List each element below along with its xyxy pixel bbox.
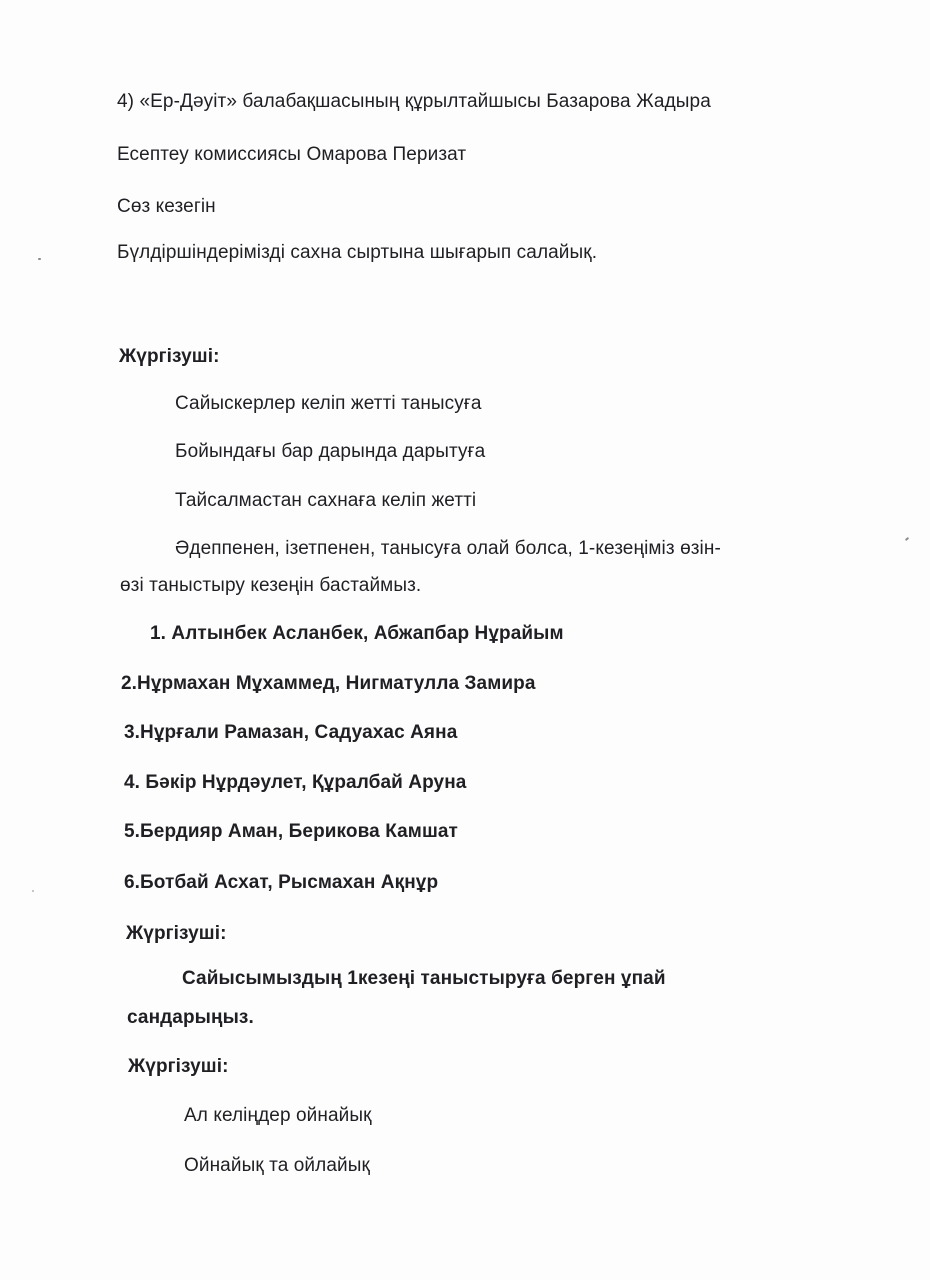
stage-intro-line-1: Әдеппенен, ізетпенен, танысуға олай болса, 1-кезеңіміз өзін- (175, 538, 721, 559)
participant-6: 6.Ботбай Асхат, Рысмахан Ақнұр (124, 872, 439, 893)
send-off-line: Бүлдіршіндерімізді сахна сыртына шығарып салайық. (117, 242, 598, 263)
counting-commission-line: Есептеу комиссиясы Омарова Перизат (117, 144, 467, 165)
score-announcement-line-2: сандарыңыз. (127, 1007, 254, 1028)
stage-intro-line-2: өзі таныстыру кезеңін бастаймыз. (120, 575, 422, 596)
scan-speck (32, 890, 34, 892)
participant-5: 5.Бердияр Аман, Берикова Камшат (124, 821, 458, 842)
participant-4: 4. Бәкір Нұрдәулет, Құралбай Аруна (124, 772, 467, 793)
poem-1-line-2: Бойындағы бар дарында дарытуға (175, 441, 486, 462)
participant-2: 2.Нұрмахан Мұхаммед, Нигматулла Замира (121, 673, 536, 694)
poem-1-line-1: Сайыскерлер келіп жетті танысуға (175, 393, 482, 414)
host-label-1: Жүргізуші: (119, 346, 220, 367)
scan-speck (905, 537, 909, 541)
host-label-3: Жүргізуші: (128, 1056, 229, 1077)
participant-3: 3.Нұрғали Рамазан, Садуахас Аяна (124, 722, 458, 743)
scan-speck (38, 258, 41, 260)
poem-1-line-3: Тайсалмастан сахнаға келіп жетті (175, 490, 477, 511)
intro-item-4: 4) «Ер-Дәуіт» балабақшасының құрылтайшысы Базарова Жадыра (117, 91, 711, 112)
host-label-2: Жүргізуші: (126, 923, 227, 944)
floor-line: Сөз кезегін (117, 196, 216, 217)
participant-1: 1. Алтынбек Асланбек, Абжапбар Нұрайым (150, 623, 564, 644)
poem-2-line-1: Ал келіңдер ойнайық (184, 1105, 372, 1126)
score-announcement-line-1: Сайысымыздың 1кезеңі таныстыруға берген ұпай (182, 968, 666, 989)
poem-2-line-2: Ойнайық та ойлайық (184, 1155, 370, 1176)
